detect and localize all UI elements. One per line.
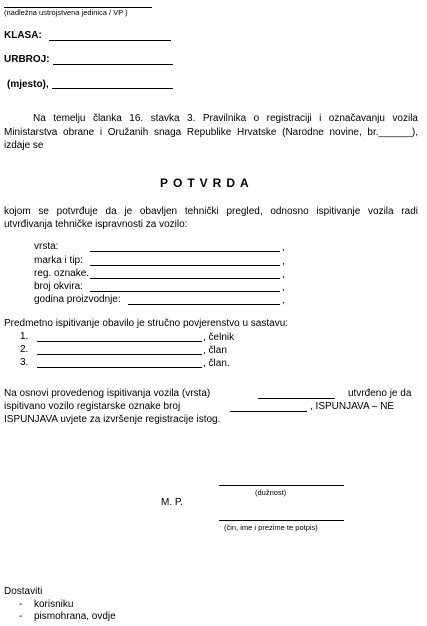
delivery-dash: - [19,599,23,610]
urbroj-field[interactable] [53,64,173,65]
result-line-3: ISPUNJAVA uvjete za izvršenje registracije istog. [4,414,221,425]
vehicle-field-suffix: , [282,269,285,280]
delivery-item: pismohrana, ovdje [34,611,116,622]
place-label: (mjesto), [7,79,49,90]
intro-line-1: Na temelju članka 16. stavka 3. Pravilnika o registraciji i označavanju vozila [33,113,418,124]
registration-number-field[interactable] [230,411,307,412]
place-field[interactable] [52,88,173,89]
duty-caption: (dužnost) [255,488,287,497]
vehicle-field-line[interactable] [128,304,280,305]
intro-line-3: izdaje se [4,140,44,151]
vehicle-field-suffix: , [282,256,285,267]
result-line-2b: , ISPUNJAVA – NE [310,401,395,412]
klasa-field[interactable] [49,40,171,41]
committee-member-role: , član. [203,358,230,369]
unit-caption: (nadležna ustrojstvena jedinica / VP ) [4,8,128,17]
vehicle-field-line[interactable] [90,278,280,279]
committee-member-number: 3. [20,357,29,368]
result-line-2a: ispitivano vozilo registarske oznake broj [4,401,181,412]
result-line-1b: utvrđeno je da [348,388,412,399]
intro-line-2: Ministarstva obrane i Oružanih snaga Republike Hrvatske (Narodne novine, br.______), [4,127,418,138]
committee-member-field[interactable] [37,367,202,368]
vehicle-field-label: broj okvira: [34,281,83,292]
page-title: POTVRDA [160,176,254,190]
confirm-line-2: utvrđivanja tehničke ispravnosti za vozilo: [4,219,188,230]
delivery-heading: Dostaviti [4,586,43,597]
vehicle-field-label: vrsta: [34,241,59,252]
delivery-item: korisniku [34,599,74,610]
vehicle-type-field[interactable] [258,398,335,399]
vehicle-field-suffix: , [282,242,285,253]
committee-member-number: 1. [20,331,29,342]
name-caption: (čin, ime i prezime te potpis) [224,523,318,532]
vehicle-field-label: reg. oznake. [34,268,90,279]
vehicle-field-suffix: , [282,295,285,306]
committee-member-role: , član [203,345,227,356]
committee-intro: Predmetno ispitivanje obavilo je stručno povjerenstvo u sastavu: [4,318,289,329]
vehicle-field-line[interactable] [90,291,280,292]
stamp-label: M. P. [161,497,184,508]
klasa-label: KLASA: [4,30,42,41]
duty-signature-line[interactable] [219,485,344,486]
committee-member-field[interactable] [37,354,202,355]
vehicle-field-label: marka i tip: [34,255,83,266]
committee-member-number: 2. [20,344,29,355]
result-line-1a: Na osnovi provedenog ispitivanja vozila (vrsta) [4,388,211,399]
vehicle-field-line[interactable] [90,265,280,266]
committee-member-field[interactable] [37,341,202,342]
vehicle-field-line[interactable] [90,251,280,252]
delivery-dash: - [19,611,23,622]
urbroj-label: URBROJ: [4,54,50,65]
vehicle-field-label: godina proizvodnje: [34,294,121,305]
vehicle-field-suffix: , [282,282,285,293]
name-signature-line[interactable] [219,520,344,521]
committee-member-role: , čelnik [203,332,235,343]
confirm-line-1: kojom se potvrđuje da je obavljen tehnički pregled, odnosno ispitivanje vozila radi [4,206,418,217]
